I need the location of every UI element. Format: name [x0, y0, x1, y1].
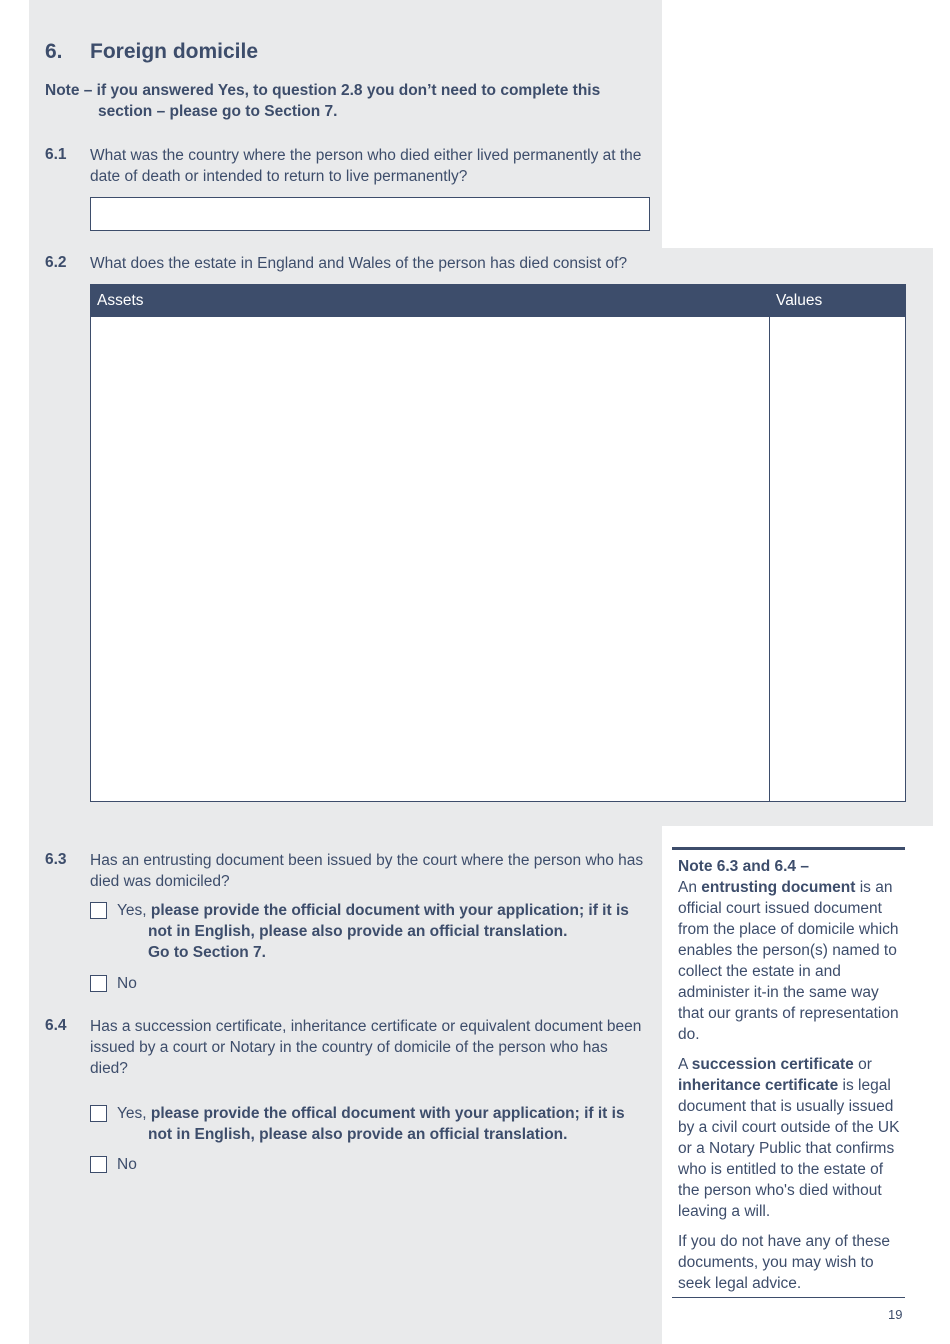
side-note-p1-c: is an official court issued document from the place of domicile which enables the person(s) named to collect the estate in and administer it-in the same way that our grants of representation do. — [678, 879, 899, 1043]
question-6-1-number: 6.1 — [45, 146, 67, 163]
question-6-3-number: 6.3 — [45, 851, 67, 868]
q64-yes-option — [117, 1103, 657, 1145]
side-note-term-inheritance: inheritance certificate — [678, 1077, 839, 1094]
q63-yes-instruction-1: please provide the official document with your application; if it is — [150, 902, 629, 919]
q63-yes-instruction-2: not in English, please also provide an official translation. — [148, 923, 568, 940]
side-note — [672, 847, 905, 1298]
side-note-p1-a: An — [678, 879, 702, 896]
section-note-line1: Note – if you answered Yes, to question 2.8 you don’t need to complete this — [45, 82, 601, 99]
section-note-line2: section – please go to Section 7. — [98, 103, 338, 120]
question-6-4-text: Has a succession certificate, inheritance certificate or equivalent document been issued by a court or Notary in the country of domicile of the person who has died? — [90, 1018, 642, 1077]
question-6-1-text: What was the country where the person who died either lived permanently at the date of death or intended to return to live permanently? — [90, 147, 642, 185]
assets-cell[interactable] — [91, 317, 770, 802]
question-6-2-number: 6.2 — [45, 254, 67, 271]
q63-yes-option — [117, 900, 657, 963]
q63-yes-prefix: Yes, — [117, 902, 147, 919]
q63-yes-checkbox[interactable] — [90, 902, 107, 919]
q64-no-label: No — [117, 1156, 137, 1173]
side-note-p2-a: A — [678, 1056, 692, 1073]
section-title: Foreign domicile — [90, 40, 259, 63]
q63-no-checkbox[interactable] — [90, 975, 107, 992]
side-note-term-entrusting: entrusting document — [701, 879, 856, 896]
assets-table — [90, 284, 906, 802]
q64-yes-checkbox[interactable] — [90, 1105, 107, 1122]
q63-no-label: No — [117, 975, 137, 992]
side-note-heading: Note 6.3 and 6.4 – — [678, 858, 809, 875]
section-note — [45, 80, 645, 122]
section-number: 6. — [45, 40, 63, 63]
assets-column-header: Assets — [91, 285, 770, 317]
q64-yes-instruction-2: not in English, please also provide an official translation. — [148, 1126, 568, 1143]
question-6-2-text: What does the estate in England and Wales of the person has died consist of? — [90, 255, 628, 272]
side-note-p2-e: is legal document that is usually issued by a civil court outside of the UK or a Notary Public that confirms who is entitled to the estate of the person who's died without leaving a will. — [678, 1077, 900, 1220]
values-cell[interactable] — [770, 317, 906, 802]
question-6-4-number: 6.4 — [45, 1017, 67, 1034]
q63-yes-instruction-3: Go to Section 7. — [148, 944, 266, 961]
side-note-p2-c: or — [853, 1056, 872, 1073]
question-6-3-text: Has an entrusting document been issued by the court where the person who has died was domiciled? — [90, 852, 644, 890]
side-note-term-succession: succession certificate — [691, 1056, 854, 1073]
side-note-p3: If you do not have any of these documents, you may wish to seek legal advice. — [678, 1233, 890, 1292]
values-column-header: Values — [770, 285, 906, 317]
q64-yes-instruction-1: please provide the offical document with your application; if it is — [150, 1105, 625, 1122]
q64-yes-prefix: Yes, — [117, 1105, 147, 1122]
q64-no-checkbox[interactable] — [90, 1156, 107, 1173]
country-of-domicile-input[interactable] — [90, 197, 650, 231]
page-number: 19 — [888, 1307, 903, 1322]
